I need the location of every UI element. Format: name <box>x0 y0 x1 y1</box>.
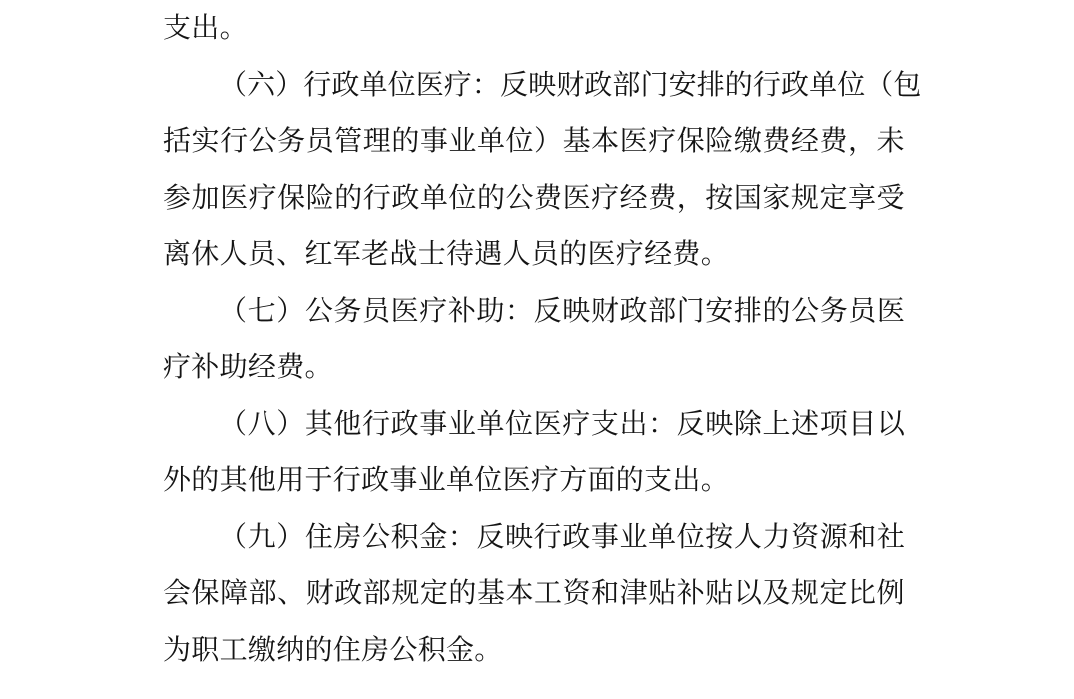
text-line: （八）其他行政事业单位医疗支出：反映除上述项目以 <box>219 408 905 440</box>
text-line: （六）行政单位医疗：反映财政部门安排的行政单位（包 <box>219 69 922 101</box>
text-line: 外的其他用于行政事业单位医疗方面的支出。 <box>163 465 730 496</box>
text-line: 参加医疗保险的行政单位的公费医疗经费，按国家规定享受 <box>163 182 905 214</box>
text-line: 疗补助经费。 <box>163 352 333 383</box>
text-line: 离休人员、红军老战士待遇人员的医疗经费。 <box>163 239 730 270</box>
text-line: （九）住房公积金：反映行政事业单位按人力资源和社 <box>219 521 905 553</box>
text-line: 为职工缴纳的住房公积金。 <box>163 634 503 666</box>
text-line: 会保障部、财政部规定的基本工资和津贴补贴以及规定比例 <box>163 578 905 609</box>
document-text-block <box>163 1 922 679</box>
text-line: 括实行公务员管理的事业单位）基本医疗保险缴费经费，未 <box>163 126 905 157</box>
text-line: （七）公务员医疗补助：反映财政部门安排的公务员医 <box>219 295 905 327</box>
text-line: 支出。 <box>163 13 248 44</box>
